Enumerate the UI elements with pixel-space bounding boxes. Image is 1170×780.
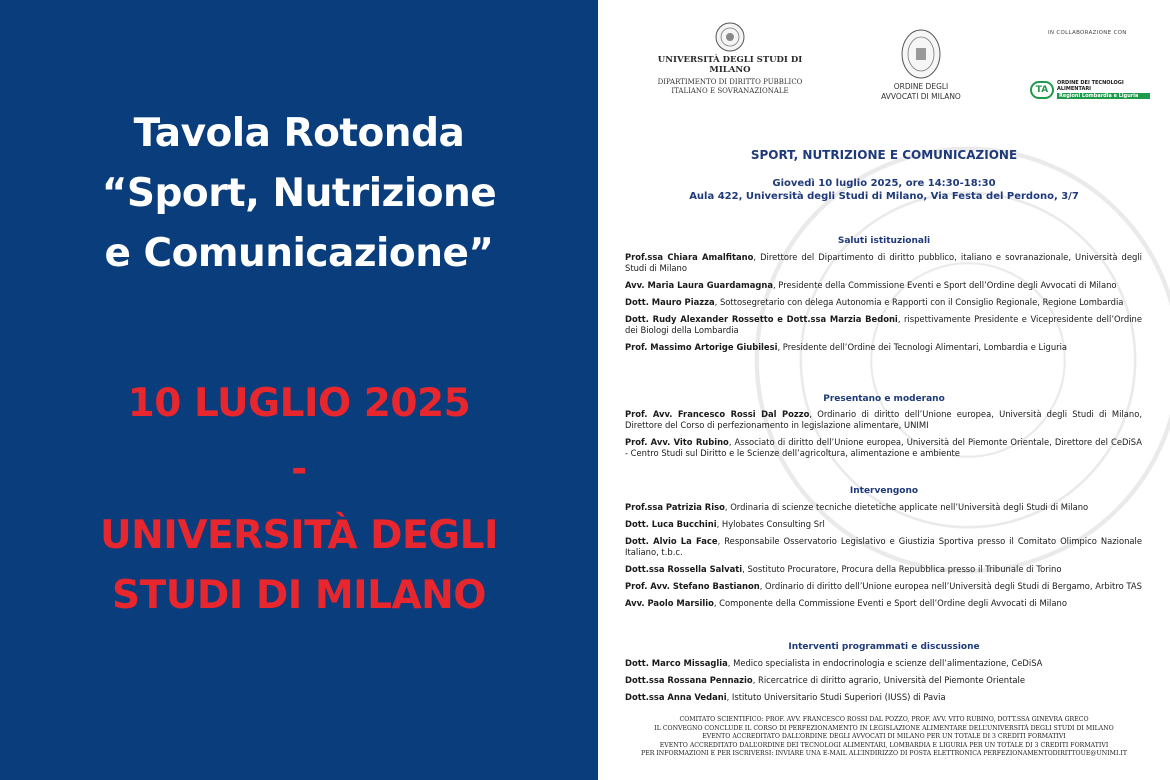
order-header xyxy=(866,28,976,102)
speaker-role: , Sottosegretario con delega Autonomia e Rapporti con il Consiglio Regionale, Regione Lombardia xyxy=(714,297,1124,307)
list-item xyxy=(625,519,1142,530)
event-title-line: Tavola Rotonda xyxy=(133,111,465,156)
speaker-role: , Direttore del Dipartimento di diritto pubblico, italiano e sovranazionale, Università degli Studi di Milano xyxy=(625,252,1142,273)
university-seal-icon xyxy=(715,22,745,52)
event-when-where xyxy=(598,177,1170,203)
speaker-role: , rispettivamente Presidente e Vicepresidente dell’Ordine dei Biologi della Lombardia xyxy=(625,314,1142,335)
order-name xyxy=(866,82,976,102)
department-name xyxy=(650,78,810,96)
footer-line: EVENTO ACCREDITATO DALL’ORDINE DEI TECNOLOGI ALIMENTARI, LOMBARDIA E LIGURIA PER UN TOTALE DI 3 CREDITI FORMATIVI xyxy=(659,741,1109,749)
event-title-line: e Comunicazione” xyxy=(104,231,494,276)
section-intervengono xyxy=(625,502,1142,615)
event-place-line: STUDI DI MILANO xyxy=(112,573,486,618)
speaker-role: , Ricercatrice di diritto agrario, Università del Piemonte Orientale xyxy=(752,675,1025,685)
list-item xyxy=(625,342,1142,353)
list-item xyxy=(625,252,1142,274)
ta-name: ORDINE DEI TECNOLOGI ALIMENTARI xyxy=(1056,80,1124,92)
section-interventi xyxy=(625,658,1142,709)
document-title: SPORT, NUTRIZIONE E COMUNICAZIONE xyxy=(750,148,1018,162)
speaker-role: , Responsabile Osservatorio Legislativo e Giustizia Sportiva presso il Comitato Olimpico Nazionale Italiano, t.b.c. xyxy=(625,536,1143,557)
speaker-role: , Sostituto Procuratore, Procura della Repubblica presso il Tribunale di Torino xyxy=(742,564,1062,574)
order-seal-icon xyxy=(900,28,942,80)
speaker-name: Dott.ssa Rossana Pennazio xyxy=(625,675,753,685)
speaker-role: , Medico specialista in endocrinologia e scienze dell’alimentazione, CeDiSA xyxy=(727,658,1043,668)
collaboration-header xyxy=(1030,30,1150,99)
department-line: DIPARTIMENTO DI DIRITTO PUBBLICO xyxy=(657,78,803,86)
speaker-name: Prof. Massimo Artorige Giubilesi xyxy=(625,342,778,352)
speaker-role: , Ordinario di diritto dell’Unione europea nell’Università degli Studi di Bergamo, Arbitro TAS xyxy=(759,581,1142,591)
speaker-name: Dott. Marco Missaglia xyxy=(625,658,728,668)
speaker-name: Dott. Mauro Piazza xyxy=(625,297,715,307)
ta-logo-icon: TA xyxy=(1030,81,1054,99)
list-item xyxy=(625,675,1142,686)
document-footer xyxy=(598,716,1170,759)
university-name: UNIVERSITÀ DEGLI STUDI DI MILANO xyxy=(657,55,803,75)
speaker-name: Prof.ssa Patrizia Riso xyxy=(625,502,725,512)
speaker-name: Dott. Alvio La Face xyxy=(625,536,718,546)
speaker-role: , Ordinaria di scienze tecniche dietetiche applicate nell’Università degli Studi di Milano xyxy=(724,502,1089,512)
program-document xyxy=(598,0,1170,780)
section-heading-saluti: Saluti istituzionali xyxy=(837,236,931,246)
event-title-line: “Sport, Nutrizione xyxy=(101,171,497,216)
speaker-name: Prof. Avv. Stefano Bastianon xyxy=(625,581,760,591)
department-line: ITALIANO E SOVRANAZIONALE xyxy=(671,87,789,95)
speaker-role: , Presidente dell’Ordine dei Tecnologi Alimentari, Lombardia e Liguria xyxy=(777,342,1068,352)
speaker-role: , Presidente della Commissione Eventi e Sport dell’Ordine degli Avvocati di Milano xyxy=(772,280,1117,290)
speaker-name: Dott. Luca Bucchini xyxy=(625,519,717,529)
list-item xyxy=(625,280,1142,291)
speaker-role: , Componente della Commissione Eventi e Sport dell’Ordine degli Avvocati di Milano xyxy=(713,598,1067,608)
speaker-name: Dott.ssa Anna Vedani xyxy=(625,692,727,702)
footer-line: COMITATO SCIENTIFICO: PROF. AVV. FRANCESCO ROSSI DAL POZZO, PROF. AVV. VITO RUBINO, DOTT.SSA GINEVRA GRECO xyxy=(679,716,1089,723)
section-presentano xyxy=(625,409,1142,465)
list-item xyxy=(625,564,1142,575)
section-heading-intervengono: Intervengono xyxy=(849,486,919,496)
list-item xyxy=(625,658,1142,669)
footer-line: EVENTO ACCREDITATO DALL’ORDINE DEGLI AVVOCATI DI MILANO PER UN TOTALE DI 3 CREDITI FORMATIVI xyxy=(702,733,1066,741)
list-item xyxy=(625,581,1142,592)
ta-regions: Regioni Lombardia e Liguria xyxy=(1057,93,1150,99)
list-item xyxy=(625,437,1142,459)
speaker-name: Avv. Maria Laura Guardamagna xyxy=(625,280,773,290)
speaker-name: Prof. Avv. Francesco Rossi Dal Pozzo xyxy=(625,409,810,419)
event-datetime: Giovedì 10 luglio 2025, ore 14:30-18:30 xyxy=(772,178,996,189)
speaker-role: , Hylobates Consulting Srl xyxy=(716,519,825,529)
speaker-role: , Ordinario di diritto dell’Unione europea, Università degli Studi di Milano, Direttore del Corso di perfezionamento in legislazione alimentare, UNIMI xyxy=(625,409,1142,430)
speaker-name: Dott.ssa Rossella Salvati xyxy=(625,564,743,574)
ta-logo-text xyxy=(1057,80,1150,99)
section-heading-presentano: Presentano e moderano xyxy=(823,394,945,404)
list-item xyxy=(625,502,1142,513)
speaker-name: Dott. Rudy Alexander Rossetto e Dott.ssa Marzia Bedoni xyxy=(625,314,898,324)
event-place-line: UNIVERSITÀ DEGLI xyxy=(100,513,498,558)
speaker-name: Prof. Avv. Vito Rubino xyxy=(625,437,729,447)
list-item xyxy=(625,409,1142,431)
collaboration-label: IN COLLABORAZIONE CON xyxy=(1048,30,1127,36)
list-item xyxy=(625,692,1142,703)
event-title xyxy=(102,104,496,284)
order-line: ORDINE DEGLI xyxy=(893,82,949,91)
separator-dash: - xyxy=(291,447,307,492)
list-item xyxy=(625,536,1142,558)
footer-line: IL CONVEGNO CONCLUDE IL CORSO DI PERFEZIONAMENTO IN LEGISLAZIONE ALIMENTARE DELL’UNIVERSITÀ DEGLI STUDI DI MILANO xyxy=(654,724,1114,732)
footer-line: PER INFORMAZIONI E PER ISCRIVERSI: INVIARE UNA E-MAIL ALL’INDIRIZZO DI POSTA ELETTRONICA PERFEZIONAMENTODIRITTOUE@UNIMI.IT xyxy=(641,750,1127,758)
section-heading-interventi: Interventi programmati e discussione xyxy=(788,642,980,652)
event-place xyxy=(100,506,498,626)
speaker-role: , Associato di diritto dell’Unione europea, Università del Piemonte Orientale, Direttore del CeDiSA - Centro Studi sul Diritto e le Scienze dell’agricoltura, alimentazione e ambiente xyxy=(625,437,1142,458)
speaker-name: Avv. Paolo Marsilio xyxy=(625,598,714,608)
list-item xyxy=(625,598,1142,609)
order-line: AVVOCATI DI MILANO xyxy=(881,92,961,101)
ta-logo xyxy=(1030,80,1150,99)
speaker-name: Prof.ssa Chiara Amalfitano xyxy=(625,252,754,262)
event-date: 10 LUGLIO 2025 xyxy=(127,381,471,426)
speaker-role: , Istituto Universitario Studi Superiori (IUSS) di Pavia xyxy=(726,692,946,702)
list-item xyxy=(625,297,1142,308)
event-venue: Aula 422, Università degli Studi di Milano, Via Festa del Perdono, 3/7 xyxy=(689,191,1079,202)
university-header xyxy=(650,22,810,96)
list-item xyxy=(625,314,1142,336)
section-saluti xyxy=(625,252,1142,359)
